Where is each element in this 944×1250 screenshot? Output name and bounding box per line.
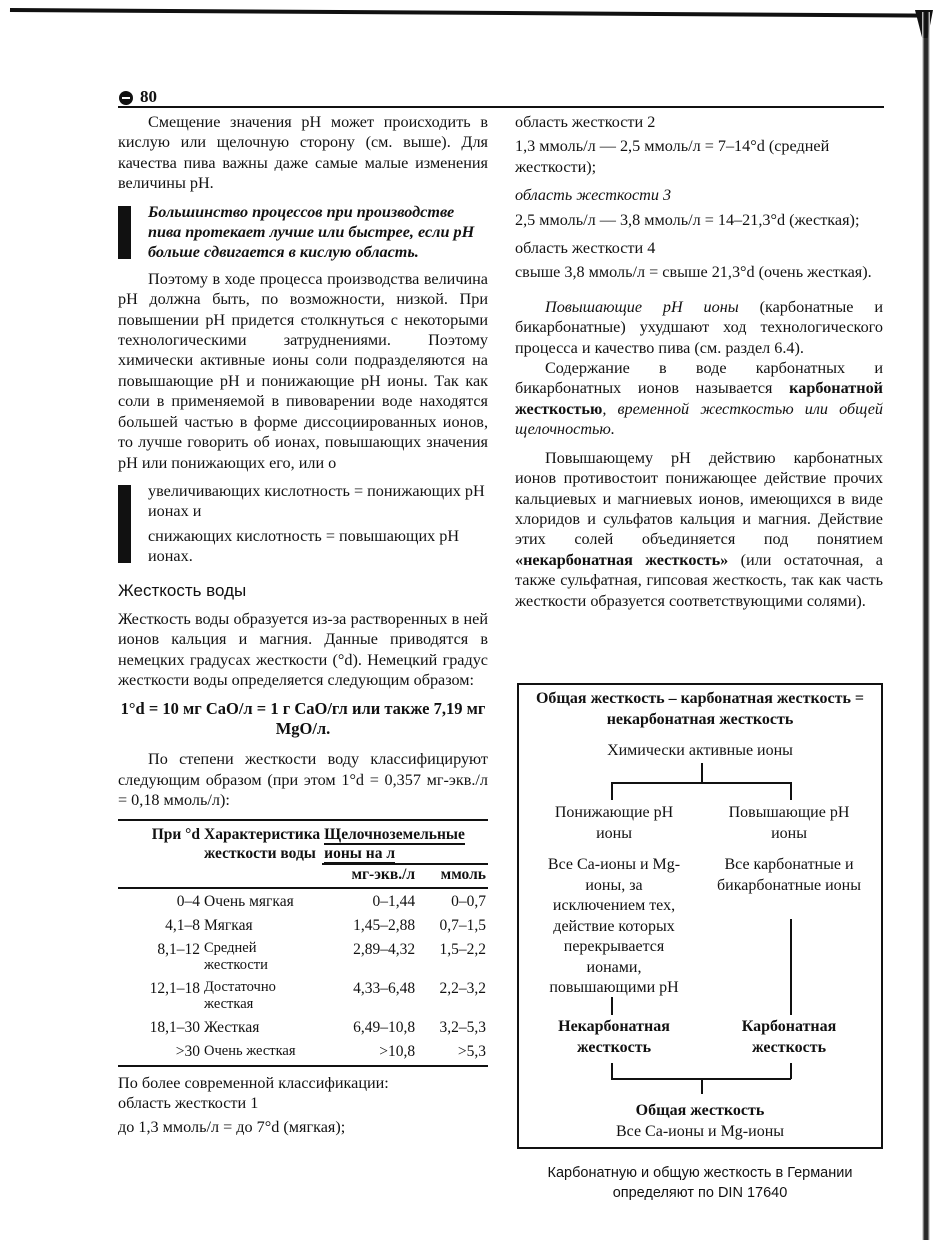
scan-edge-right	[922, 12, 930, 1240]
callout-line-1: увеличивающих кислотность = понижающих pH ионах и	[148, 481, 485, 521]
area-3-label: область жесткости 3	[515, 186, 672, 205]
modern-classification	[118, 1073, 488, 1138]
page-header	[118, 88, 884, 108]
modern-intro: По более современной классификации:	[118, 1073, 389, 1092]
hardness-diagram	[517, 683, 883, 1149]
connector	[701, 763, 703, 783]
connector	[611, 1063, 613, 1079]
diagram-lowering-desc: Все Ca-ионы и Mg-ионы, за исключением тех, действие которых перекрывается ионами, повышающими pH	[547, 856, 681, 996]
table-row: 4,1–8 Мягкая 1,45–2,88 0,7–1,5	[165, 916, 486, 934]
diagram-lowering-ions: Понижающие pH ионы	[554, 804, 674, 842]
connector	[611, 782, 613, 800]
col-header-degree: При °d	[118, 820, 202, 888]
scan-edge-top	[10, 8, 930, 18]
connector	[701, 1078, 703, 1094]
diagram-noncarbonate: Некарбонатная жесткость	[558, 1018, 670, 1056]
diagram-caption: Карбонатную и общую жесткость в Германии определяют по DIN 17640	[547, 1165, 853, 1201]
diagram-raising-ions: Повышающие pH ионы	[728, 804, 850, 842]
paragraph-noncarbonate: Повышающему pH действию карбонатных ионов противостоит понижающее действие прочих кальциевых и магниевых ионов, имеющихся в виде хлоридов и сульфатов кальция и магния. Действие этих солей объединяется под понятием «некарбонатная жесткость» (или остаточная, а также сульфатная, гипсовая жесткость, так как часть жесткости образуется соответствующими солями).	[515, 448, 883, 610]
page-marker-icon	[119, 91, 133, 105]
connector	[611, 782, 791, 784]
table-row: 12,1–18 Достаточно жесткая 4,33–6,48 2,2–3,2	[149, 978, 486, 1012]
connector	[790, 1063, 792, 1079]
area-2-text: 1,3 ммоль/л — 2,5 ммоль/л = 7–14°d (средней жесткости);	[515, 137, 830, 176]
area-2-label: область жесткости 2	[515, 113, 656, 131]
section-heading: Жесткость воды	[118, 580, 247, 600]
callout-bar	[118, 485, 131, 563]
diagram-total: Общая жесткость	[635, 1102, 765, 1119]
page-number: 80	[140, 87, 157, 106]
right-column	[515, 112, 883, 611]
area-4-label: область жесткости 4	[515, 239, 656, 258]
col-header-characteristic: Характеристика жесткости воды	[202, 820, 322, 888]
diagram-title: Общая жесткость – карбонатная жесткость = некарбонатная жесткость	[535, 690, 865, 728]
paragraph-ph-low: Поэтому в ходе процесса производства величина pH должна быть, по возможности, низкой. При повышении pH придется столкнуться с некоторыми технологическими затруднениями. Поэтому химически активные ионы соли подразделяются на повышающие pH и понижающие pH ионы. Так как соли в применяемой в пивоварении воде находятся большей частью в форме диссоциированных ионов, то лучше говорить об ионах, повышающих значения pH или понижающих его, или о	[118, 269, 488, 472]
hardness-areas	[515, 112, 883, 283]
callout-bar	[118, 206, 131, 259]
paragraph-hardness-def: Жесткость воды образуется из-за растворенных в ней ионов кальция и магния. Данные приводятся в немецких градусах жесткости (°d). Немецкий градус жесткости воды определяется следующим образом:	[118, 609, 488, 690]
diagram-total-desc: Все Ca-ионы и Mg-ионы	[615, 1123, 785, 1140]
paragraph-raising-ions: Повышающие pH ионы (карбонатные и бикарбонатные) ухудшают ход технологического процесса и качество пива (см. раздел 6.4).	[515, 297, 883, 357]
table-row: 8,1–12 Средней жесткости 2,89–4,32 1,5–2,2	[157, 939, 486, 973]
diagram-carbonate: Карбонатная жесткость	[741, 1018, 837, 1056]
paragraph-classification: По степени жесткости воду классифицируют следующим образом (при этом 1°d = 0,357 мг-экв./л = 0,18 ммоль/л):	[118, 750, 488, 810]
col-header-meq: мг-экв./л	[322, 864, 417, 888]
connector	[790, 782, 792, 800]
formula-degree: 1°d = 10 мг CaO/л = 1 г CaO/гл или также 7,19 мг MgO/л.	[120, 698, 486, 738]
area-3-text: 2,5 ммоль/л — 3,8 ммоль/л = 14–21,3°d (жесткая);	[515, 210, 860, 229]
callout-text: Большинство процессов при производстве пива протекает лучше или быстрее, если pH больше сдвигается в кислую область.	[148, 202, 475, 262]
table-row: 0–4 Очень мягкая 0–1,44 0–0,7	[176, 892, 486, 910]
col-header-ions: Щелочноземельные ионы на л	[322, 820, 488, 863]
term-carbonate-hardness: карбонатной жесткостью	[515, 379, 883, 418]
connector	[611, 997, 613, 1015]
diagram-raising-desc: Все карбонатные и бикарбонатные ионы	[716, 856, 861, 894]
table-row: 18,1–30 Жесткая 6,49–10,8 3,2–5,3	[149, 1018, 486, 1036]
paragraph-carbonate-hardness: Содержание в воде карбонатных и бикарбонатных ионов называется карбонатной жесткостью, временной жесткостью или общей щелочностью.	[515, 359, 883, 439]
hardness-table	[118, 819, 488, 1067]
callout-line-2: снижающих кислотность = повышающих pH ионах.	[148, 526, 460, 566]
callout-acidity	[118, 481, 488, 567]
area-4-text: свыше 3,8 ммоль/л = свыше 21,3°d (очень жесткая).	[515, 263, 872, 282]
connector	[790, 919, 792, 1015]
callout-acid-shift	[118, 202, 488, 263]
term-noncarbonate-hardness: «некарбонатная жесткость»	[515, 550, 729, 569]
paragraph-ph-shift: Смещение значения pH может происходить в кислую или щелочную сторону (см. выше). Для качества пива важны даже самые малые изменения величины pH.	[118, 113, 488, 193]
table-row: >30 Очень жесткая >10,8 >5,3	[118, 1039, 488, 1066]
col-header-mmol: ммоль	[417, 864, 488, 888]
diagram-root: Химически активные ионы	[607, 742, 793, 759]
left-column	[118, 112, 488, 1138]
area-1-label: область жесткости 1	[118, 1094, 259, 1112]
area-1-text: до 1,3 ммоль/л = до 7°d (мягкая);	[118, 1118, 346, 1137]
